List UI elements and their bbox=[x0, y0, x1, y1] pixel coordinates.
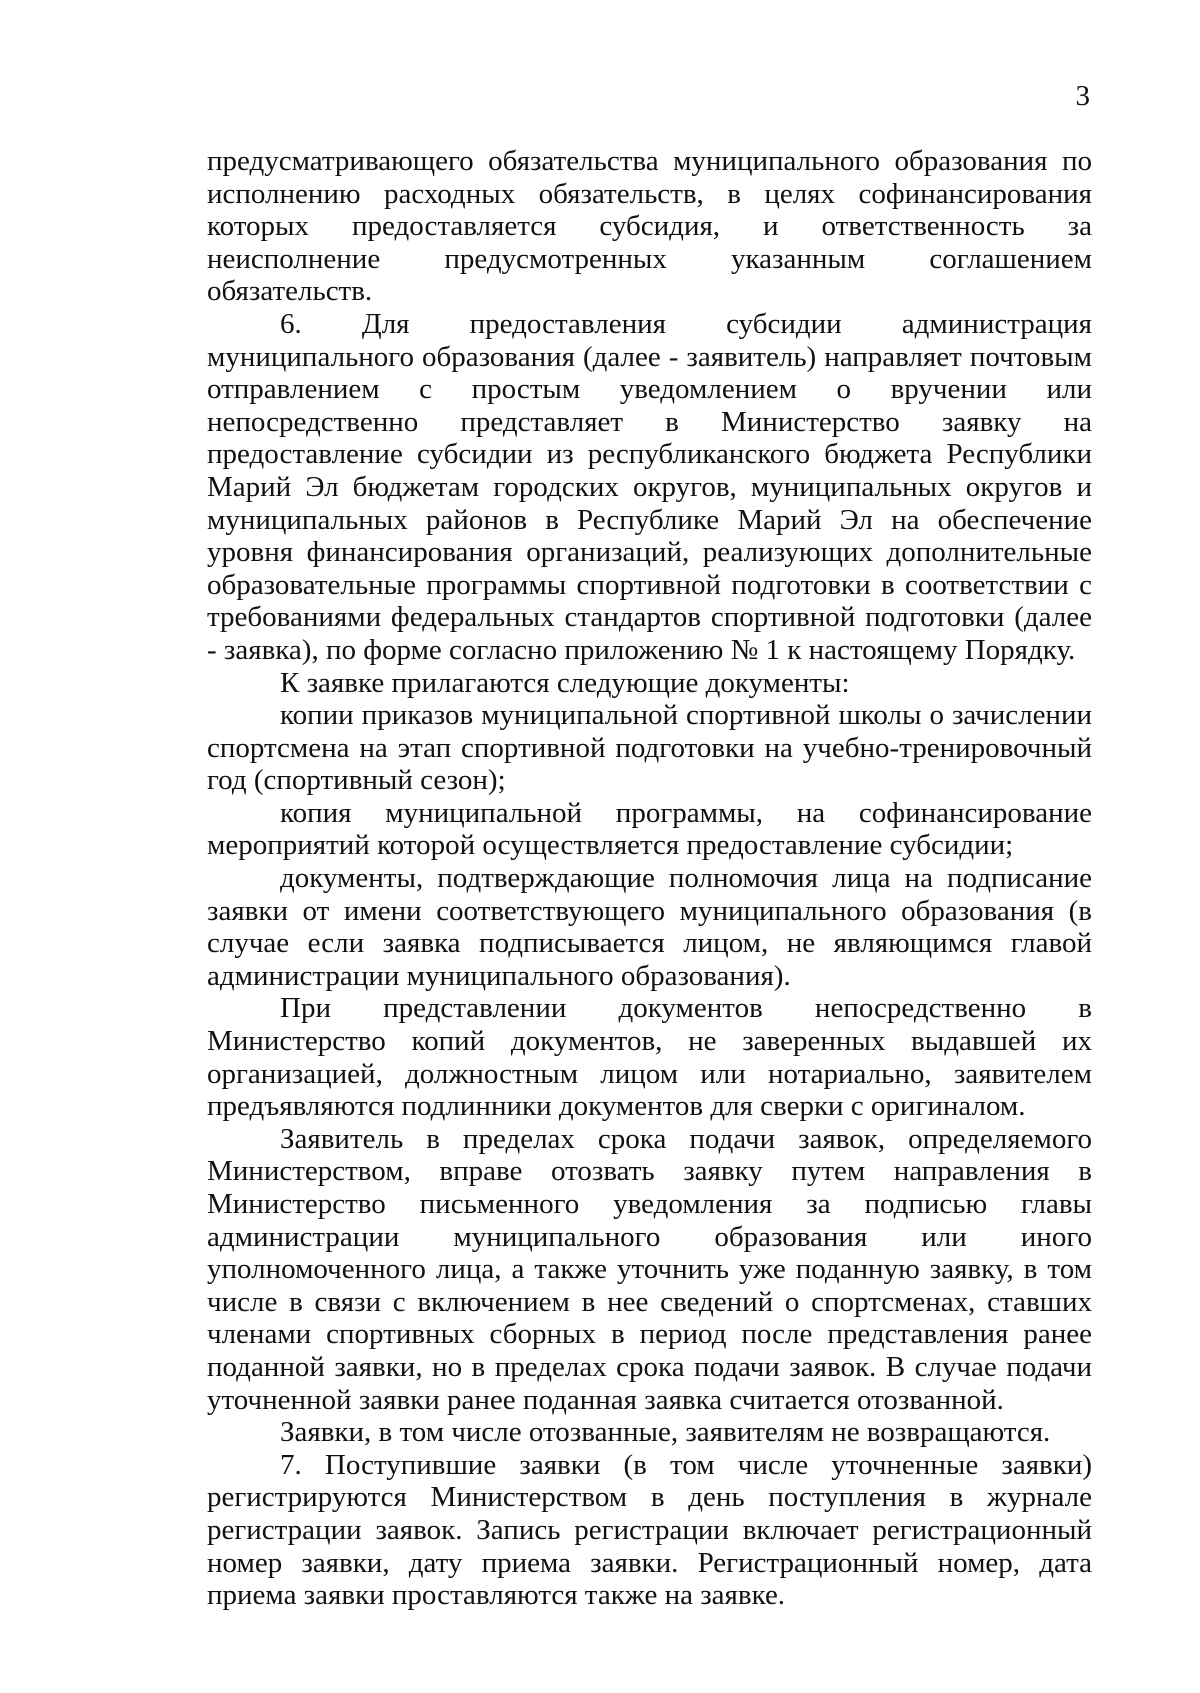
list-item-authority-documents: документы, подтверждающие полномочия лица на подписание заявки от имени соответствующего муниципального образования (в случае если заявка подписывается лицом, не являющимся главой администрации муниципального образования). bbox=[207, 862, 1092, 992]
paragraph-originals: При представлении документов непосредственно в Министерство копий документов, не заверенных выдавшей их организацией, должностным лицом или нотариально, заявителем предъявляются подлинники документов для сверки с оригиналом. bbox=[207, 992, 1092, 1123]
list-item-order-copies: копии приказов муниципальной спортивной школы о зачислении спортсмена на этап спортивной подготовки на учебно-тренировочный год (спортивный сезон); bbox=[207, 699, 1092, 797]
paragraph-no-return: Заявки, в том числе отозванные, заявителям не возвращаются. bbox=[280, 1416, 1051, 1449]
document-body bbox=[207, 145, 1092, 1612]
paragraph-withdrawal: Заявитель в пределах срока подачи заявок, определяемого Министерством, вправе отозвать заявку путем направления в Министерство письменного уведомления за подписью главы администрации муниципального образования или иного уполномоченного лица, а также уточнить уже поданную заявку, в том числе в связи с включением в нее сведений о спортсменах, ставших членами спортивных сборных в период после представления ранее поданной заявки, но в пределах срока подачи заявок. В случае подачи уточненной заявки ранее поданная заявка считается отозванной. bbox=[207, 1122, 1092, 1416]
page-number: 3 bbox=[1075, 80, 1090, 112]
paragraph-item-7: 7. Поступившие заявки (в том числе уточненные заявки) регистрируются Министерством в день поступления в журнале регистрации заявок. Запись регистрации включает регистрационный номер заявки, дату приема заявки. Регистрационный номер, дата приема заявки проставляются также на заявке. bbox=[207, 1448, 1092, 1612]
paragraph-attachments-intro: К заявке прилагаются следующие документы: bbox=[280, 666, 850, 699]
paragraph-continuation: предусматривающего обязательства муниципального образования по исполнению расходных обязательств, в целях софинансирования которых предоставляется субсидия, и ответственность за неисполнение предусмотренных указанным соглашением обязательств. bbox=[207, 145, 1092, 308]
paragraph-item-6: 6. Для предоставления субсидии администрация муниципального образования (далее - заявитель) направляет почтовым отправлением с простым уведомлением о вручении или непосредственно представляет в Министерство заявку на предоставление субсидии из республиканского бюджета Республики Марий Эл бюджетам городских округов, муниципальных округов и муниципальных районов в Республике Марий Эл на обеспечение уровня финансирования организаций, реализующих дополнительные образовательные программы спортивной подготовки в соответствии с требованиями федеральных стандартов спортивной подготовки (далее - заявка), по форме согласно приложению № 1 к настоящему Порядку. bbox=[207, 307, 1092, 666]
list-item-program-copy: копия муниципальной программы, на софинансирование мероприятий которой осуществляется предоставление субсидии; bbox=[207, 796, 1092, 862]
